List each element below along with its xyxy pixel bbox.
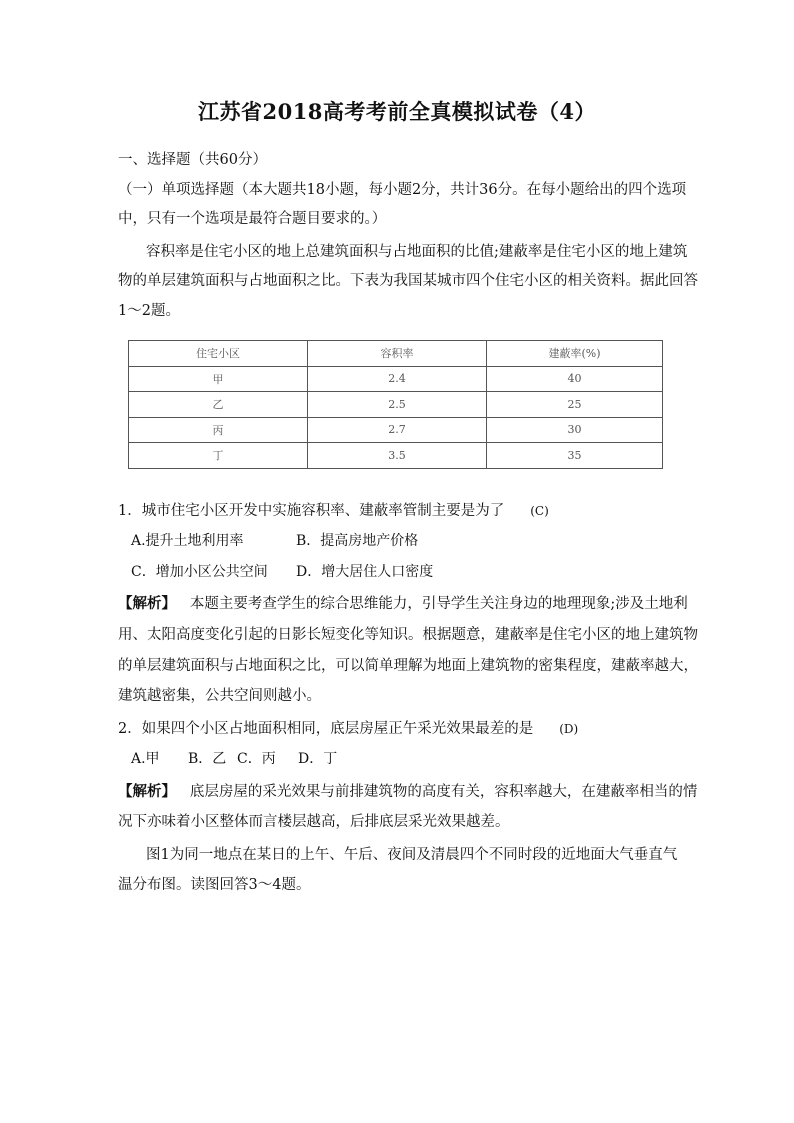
table-header-row <box>129 341 663 367</box>
table-cell: 2.5 <box>308 392 487 418</box>
table-cell: 丁 <box>129 443 308 469</box>
q1-analysis-line-3: 的单层建筑面积与占地面积之比，可以简单理解为地面上建筑物的密集程度，建蔽率越大， <box>118 658 698 674</box>
q1-option-b: B．提高房地产价格 <box>296 533 419 549</box>
subsection-line-2: 中，只有一个选项是最符合题目要求的。） <box>118 211 387 227</box>
question-2-stem <box>118 717 578 738</box>
q2-option-d: D．丁 <box>298 751 338 767</box>
section-heading: 一、选择题（共60分） <box>118 152 267 168</box>
table-cell: 甲 <box>129 366 308 392</box>
table-header-cell: 容积率 <box>308 341 487 367</box>
analysis-label: 【解析】 <box>118 595 176 612</box>
data-table <box>128 340 663 469</box>
table-cell: 2.4 <box>308 366 487 392</box>
figure-intro-line-1: 图1为同一地点在某日的上午、午后、夜间及清晨四个不同时段的近地面大气垂直气 <box>146 847 678 863</box>
q1-analysis-line-2: 用、太阳高度变化引起的日影长短变化等知识。根据题意，建蔽率是住宅小区的地上建筑物 <box>118 627 698 643</box>
question-1-stem <box>118 499 549 520</box>
table-cell: 35 <box>487 443 663 469</box>
q1-option-d: D．增大居住人口密度 <box>296 564 434 580</box>
table-header-cell: 住宅小区 <box>129 341 308 367</box>
table-cell: 丙 <box>129 417 308 443</box>
q2-analysis-line-2: 况下亦味着小区整体而言楼层越高，后排底层采光效果越差。 <box>118 814 510 830</box>
table-row <box>129 366 663 392</box>
table-header-cell: 建蔽率(%) <box>487 341 663 367</box>
table-cell: 30 <box>487 417 663 443</box>
question-1-text: 1．城市住宅小区开发中实施容积率、建蔽率管制主要是为了 <box>118 503 505 519</box>
table-cell: 40 <box>487 366 663 392</box>
intro-line-2: 物的单层建筑面积与占地面积之比。下表为我国某城市四个住宅小区的相关资料。据此回答 <box>118 273 698 289</box>
analysis-label: 【解析】 <box>118 783 176 800</box>
q1-option-a: A.提升土地利用率 <box>131 533 244 549</box>
intro-line-1: 容积率是住宅小区的地上总建筑面积与占地面积的比值;建蔽率是住宅小区的地上建筑 <box>146 244 688 260</box>
question-2-text: 2．如果四个小区占地面积相同，底层房屋正午采光效果最差的是 <box>118 721 534 737</box>
question-1-answer: (C) <box>530 504 549 518</box>
q1-option-c: C．增加小区公共空间 <box>131 564 268 580</box>
figure-intro-line-2: 温分布图。读图回答3～4题。 <box>118 877 311 893</box>
table-cell: 25 <box>487 392 663 418</box>
q1-analysis-text: 本题主要考查学生的综合思维能力，引导学生关注身边的地理现象;涉及土地利 <box>189 596 688 612</box>
table-row <box>129 392 663 418</box>
subsection-line-1: （一）单项选择题（本大题共18小题，每小题2分，共计36分。在每小题给出的四个选项 <box>118 182 687 198</box>
q2-option-a: A.甲 <box>131 751 160 767</box>
q2-option-b: B．乙 <box>188 751 227 767</box>
table-cell: 乙 <box>129 392 308 418</box>
table-row <box>129 443 663 469</box>
q1-analysis-line-4: 建筑越密集，公共空间则越小。 <box>118 688 321 704</box>
intro-line-3: 1～2题。 <box>118 303 180 319</box>
page-title: 江苏省2018高考考前全真模拟试卷（4） <box>197 99 597 124</box>
table-row <box>129 417 663 443</box>
q2-analysis-line-1 <box>118 780 697 801</box>
table-cell: 2.7 <box>308 417 487 443</box>
question-2-answer: (D) <box>559 722 579 736</box>
q2-option-c: C．丙 <box>237 751 276 767</box>
q2-analysis-text: 底层房屋的采光效果与前排建筑物的高度有关，容积率越大，在建蔽率相当的情 <box>189 784 698 800</box>
table-cell: 3.5 <box>308 443 487 469</box>
q1-analysis-line-1 <box>118 592 688 613</box>
